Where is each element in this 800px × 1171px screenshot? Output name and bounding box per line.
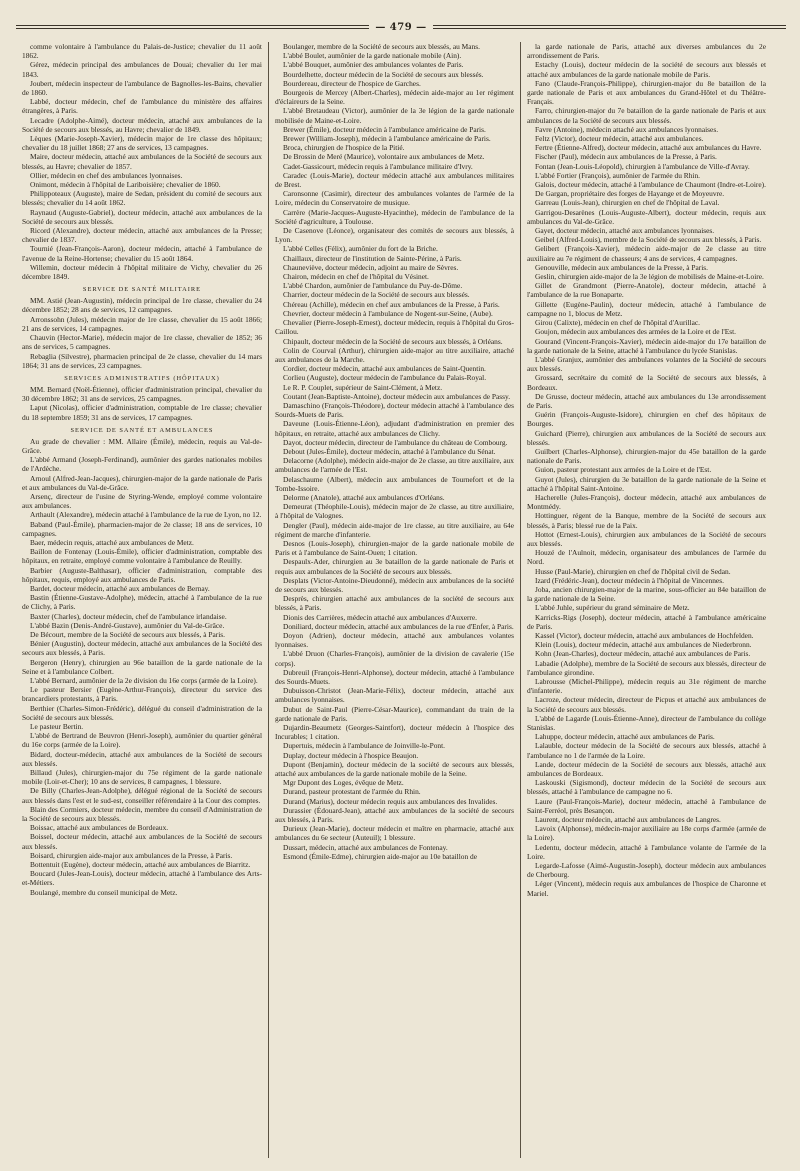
list-entry: Farro, chirurgien-major du 7e bataillon de la garde nationale de Paris et aux ambulances de la Société de secours aux blessés. — [527, 106, 766, 125]
list-entry: Favre (Antoine), médecin attaché aux ambulances lyonnaises. — [535, 124, 719, 134]
list-entry: Durieux (Jean-Marie), docteur médecin et maître en pharmacie, attaché aux ambulances du 6e secteur (Auteuil); 1 blessure. — [275, 824, 514, 843]
list-entry: Boisard, chirurgien aide-major aux ambulances de la Presse, à Paris. — [30, 850, 233, 860]
list-entry: Bourgeois de Mercey (Albert-Charles), médecin aide-major au 1er régiment d'éclaireurs de la Seine. — [275, 88, 514, 107]
list-entry: Delorme (Anatole), attaché aux ambulances d'Orléans. — [283, 492, 445, 502]
list-entry: Esmond (Émile-Edme), chirurgien aide-major au 10e bataillon de — [283, 851, 478, 861]
list-entry: Klein (Louis), docteur médecin, attaché aux ambulances de Niederbronn. — [535, 640, 752, 650]
column-1 — [16, 42, 268, 1158]
list-entry: Chairon, médecin en chef de l'hôpital du Vésinet. — [283, 272, 429, 282]
list-entry: Dubut de Saint-Paul (Pierre-César-Maurice), commandant du train de la garde nationale de Paris. — [275, 704, 514, 723]
text-columns — [16, 42, 786, 1158]
list-entry: Desnos (Louis-Joseph), chirurgien-major de la garde nationale mobile de Paris et à l'ambulance de Saint-Ouen; 1 citation. — [275, 538, 514, 558]
list-entry: MM. Astié (Jean-Augustin), médecin principal de 1re classe, chevalier du 24 décembre 1852; 28 ans de services, 12 campagnes. — [22, 296, 262, 315]
list-entry: Berthier (Charles-Simon-Frédéric), délégué du conseil d'administration de la Société de secours aux blessés. — [22, 703, 262, 722]
list-entry: Guichard (Pierre), chirurgien aux ambulances de la Société de secours aux blessés. — [527, 428, 766, 447]
list-entry: L'abbé Celles (Félix), aumônier du fort de la Briche. — [283, 244, 438, 254]
list-entry: Guion, pasteur protestant aux armées de la Loire et de l'Est. — [535, 465, 712, 475]
list-entry: Duplay, docteur médecin à l'hospice Beaujon. — [283, 750, 419, 760]
list-entry: L'abbé Granjux, aumônier des ambulances volantes de la Société de secours aux blessés. — [527, 354, 766, 374]
list-entry: Damaschino (François-Théodore), docteur médecin attaché à l'ambulance des Sourds-Muets de Paris. — [275, 400, 514, 420]
list-entry: Willemin, docteur médecin à l'hôpital militaire de Vichy, chevalier du 26 décembre 1849. — [22, 262, 262, 282]
list-entry: Chaillaux, directeur de l'institution de Sainte-Périne, à Paris. — [283, 253, 462, 263]
header-rule-left — [16, 25, 369, 29]
list-entry: Blain des Cormiers, docteur médecin, membre du conseil d'Administration de la Société de secours aux blessés. — [22, 804, 262, 824]
list-entry: L'abbé Bernard, aumônier de la 2e division du 16e corps (armée de la Loire). — [30, 676, 258, 685]
list-entry: Lalauble, docteur médecin de la Société de secours aux blessés, attaché à l'ambulance no 1 de l'armée de la Loire. — [527, 741, 766, 760]
list-entry: Gayet, docteur médecin, attaché aux ambulances lyonnaises. — [535, 226, 715, 236]
list-entry: Boissac, attaché aux ambulances de Bordeaux. — [30, 823, 169, 833]
list-entry: Goujon, médecin aux ambulances des armées de la Loire et de l'Est. — [535, 327, 737, 337]
list-entry: Lacroze, docteur médecin, directeur de Picpus et attaché aux ambulances de la Société de secours aux blessés. — [527, 695, 766, 714]
list-entry: Gelibert (François-Xavier), médecin aide-major de 2e classe au titre auxiliaire au 7e régiment de chasseurs; 4 ans de services, 4 campagnes. — [527, 244, 766, 263]
list-entry: Cordier, docteur médecin, attaché aux ambulances de Saint-Quentin. — [283, 364, 486, 374]
list-entry: Baer, médecin requis, attaché aux ambulances de Metz. — [30, 537, 194, 547]
list-entry: Gérez, médecin principal des ambulances de Douai; chevalier du 1er mai 1843. — [22, 60, 262, 79]
list-entry: Legarde-Lafosse (Aimé-Augustin-Joseph), docteur médecin aux ambulances de Cherbourg. — [527, 861, 766, 880]
list-entry: Gourand (Vincent-François-Xavier), médecin aide-major du 17e bataillon de la garde nationale de la Seine, attaché à l'ambulance du lycée Stanislas. — [527, 336, 766, 355]
list-entry: Bastin (Étienne-Gustave-Adolphe), médecin, attaché à l'ambulance de la rue de Clichy, à Paris. — [22, 593, 262, 612]
list-entry: Ollier, médecin en chef des ambulances lyonnaises. — [30, 170, 183, 180]
list-entry: Baillon de Fontenay (Louis-Émile), officier d'administration, comptable des hôpitaux, en retraite, employé comme volontaire à l'ambulance de Reuilly. — [22, 547, 262, 566]
list-entry: Boulangé, membre du conseil municipal de Metz. — [30, 887, 178, 897]
list-entry: Labadie (Adolphe), membre de la Société de secours aux blessés, directeur de l'ambulance girondine. — [527, 658, 766, 677]
list-entry: Bourdereau, directeur de l'hospice de Garches. — [283, 78, 421, 88]
list-entry: Bergeron (Henry), chirurgien au 96e bataillon de la garde nationale de la Seine et à l'ambulance Colbert. — [22, 657, 262, 676]
list-entry: Bottentuit (Eugène), docteur médecin, attaché aux ambulances de Biarritz. — [30, 860, 251, 870]
list-entry: L'abbé Fortier (François), aumônier de l'armée du Rhin. — [535, 170, 701, 180]
list-entry: De Casenove (Léonce), organisateur des comités de secours aux blessés, à Lyon. — [275, 226, 514, 245]
list-entry: Dussart, médecin, attaché aux ambulances de Fontenay. — [283, 842, 448, 852]
list-entry: Dionis des Carrières, médecin attaché aux ambulances d'Auxerre. — [283, 612, 478, 622]
list-entry: Lecadre (Adolphe-Aimé), docteur médecin, attaché aux ambulances de la Société de secours aux blessés, au Havre; chevalier de 1849. — [22, 115, 262, 134]
list-entry: Garreau (Louis-Jean), chirurgien en chef de l'hôpital de Laval. — [535, 198, 720, 208]
list-entry: Hottot (Ernest-Louis), chirurgien aux ambulances de la Société de secours aux blessés. — [527, 529, 766, 548]
list-entry: Delacorne (Adolphe), médecin aide-major de 2e classe, au titre auxiliaire, aux ambulances de l'armée de l'Est. — [275, 456, 514, 475]
list-entry: Arsenç, directeur de l'usine de Styring-Wende, employé comme volontaire aux ambulances. — [22, 491, 262, 511]
list-entry: Garrigou-Desarènes (Louis-Auguste-Albert), docteur médecin, requis aux ambulances du Val-de-Grâce. — [527, 207, 766, 226]
list-entry: Durassier (Édouard-Jean), attaché aux ambulances de la société de secours aux blessés, à Paris. — [275, 805, 514, 825]
list-entry: L'abbé Bretaudeau (Victor), aumônier de la 3e légion de la garde nationale mobilisée de Maine-et-Loire. — [275, 106, 514, 125]
list-entry: Geibel (Alfred-Louis), membre de la Société de secours aux blessés, à Paris. — [535, 235, 762, 245]
section-heading: SERVICES ADMINISTRATIFS (HÔPITAUX) — [64, 374, 220, 382]
section-heading: SERVICE DE SANTÉ ET AMBULANCES — [70, 426, 214, 434]
list-entry: Galois, docteur médecin, attaché à l'ambulance de Chaumont (Indre-et-Loire). — [535, 180, 766, 190]
list-entry: Laure (Paul-François-Marie), docteur médecin, attaché à l'ambulance de Saint-Ferréol, près Besançon. — [527, 796, 766, 815]
list-entry: Doniliard, docteur médecin, attaché aux ambulances de la rue d'Enfer, à Paris. — [283, 621, 514, 631]
list-entry: Onimont, médecin à l'hôpital de Lariboisière; chevalier de 1860. — [30, 180, 221, 190]
list-entry: Caronsonne (Casimir), directeur des ambulances volantes de l'armée de la Loire, médecin du Conservatoire de musique. — [275, 189, 514, 208]
list-entry: Chéreau (Achille), médecin en chef aux ambulances de la Presse, à Paris. — [283, 299, 500, 309]
list-entry: Maire, docteur médecin, attaché aux ambulances de la Société de secours aux blessés, au Havre; chevalier de 1857. — [22, 152, 262, 171]
list-entry: Grossard, secrétaire du comité de la Société de secours aux blessés, à Bordeaux. — [527, 373, 766, 392]
list-entry: Ricord (Alexandre), docteur médecin, attaché aux ambulances de la Presse; chevalier de 1837. — [22, 226, 262, 245]
list-entry: Arnoul (Alfred-Jean-Jacques), chirurgien-major de la garde nationale de Paris et aux ambulances du Val-de-Grâce. — [22, 473, 262, 492]
column-2 — [268, 42, 520, 1158]
list-entry: Kassel (Victor), docteur médecin, attaché aux ambulances de Hochfelden. — [535, 631, 754, 640]
list-entry: Ledentu, docteur médecin, attaché à l'ambulance volante de l'armée de la Loire. — [527, 842, 766, 861]
section-heading: SERVICE DE SANTÉ MILITAIRE — [82, 286, 202, 294]
list-entry: Cadet-Gassicourt, médecin requis à l'ambulance militaire d'Ivry. — [283, 161, 473, 171]
list-entry: Tournié (Jean-François-Aaron), docteur médecin, attaché à l'ambulance de l'avenue de la Reine-Hortense; chevalier du 15 août 1864. — [22, 244, 262, 263]
header-rule-right — [433, 25, 786, 29]
list-entry: L'abbé Armand (Joseph-Ferdinand), aumônier des gardes nationales mobiles de l'Ardèche. — [22, 455, 262, 474]
list-entry: Mgr Dupont des Loges, évêque de Metz. — [283, 778, 404, 788]
list-entry: Chipault, docteur médecin de la Société de secours aux blessés, à Orléans. — [283, 336, 503, 346]
list-entry: Billaud (Jules), chirurgien-major du 75e régiment de la garde nationale mobile (Loir-et-Cher); 10 ans de services, 8 campagnes, 1 blessure. — [22, 768, 262, 787]
list-entry: Rebaglia (Silvestre), pharmacien principal de 2e classe, chevalier du 14 mars 1864; 31 ans de services, 23 campagnes. — [22, 351, 262, 370]
list-entry: Feltz (Victor), docteur médecin, attaché aux ambulances. — [535, 134, 704, 144]
list-entry: Coutant (Jean-Baptiste-Antoine), docteur médecin aux ambulances de Passy. — [283, 391, 511, 401]
list-entry: Kohn (Jean-Charles), docteur médecin, attaché aux ambulances de Paris. — [535, 649, 751, 659]
list-entry: Geslin, chirurgien aide-major de la 3e légion de mobilisés de Maine-et-Loire. — [535, 272, 764, 282]
list-entry: Brewer (Émile), docteur médecin à l'ambulance américaine de Paris. — [283, 124, 486, 134]
page-header — [16, 16, 786, 38]
list-entry: Dubuisson-Christot (Jean-Marie-Félix), docteur médecin, attaché aux ambulances lyonnaises. — [275, 686, 514, 705]
list-entry: Husse (Paul-Marie), chirurgien en chef de l'hôpital civil de Sedan. — [535, 566, 731, 576]
list-entry: Debout (Jules-Émile), docteur médecin, attaché à l'ambulance du Sénat. — [283, 446, 496, 456]
list-entry: Carrère (Marie-Jacques-Auguste-Hyacinthe), médecin de l'ambulance de la Société d'agriculture, à Toulouse. — [275, 207, 514, 226]
list-entry: la garde nationale de Paris, attaché aux diverses ambulances du 2e arrondissement de Paris. — [527, 42, 766, 61]
list-entry: Boissel, docteur médecin, attaché aux ambulances de la Société de secours aux blessés. — [22, 832, 262, 851]
list-entry: Desprès, chirurgien attaché aux ambulances de la société de secours aux blessés, à Paris. — [275, 594, 514, 613]
list-entry: Guyot (Jules), chirurgien du 3e bataillon de la garde nationale de la Seine et attaché à l'hôpital Saint-Antoine. — [527, 474, 766, 493]
list-entry: Girou (Calixte), médecin en chef de l'hôpital d'Aurillac. — [535, 318, 700, 328]
list-entry: Gillet de Grandmont (Pierre-Anatole), docteur médecin, attaché à l'ambulance de la rue Bonaparte. — [527, 281, 766, 300]
list-entry: Dupont (Benjamin), docteur médecin de la société de secours aux blessés, attaché aux ambulances de la garde nationale mobile de la Seine. — [275, 759, 514, 779]
list-entry: De Bécourt, membre de la Société de secours aux blessés, à Paris. — [30, 629, 225, 639]
list-entry: Fertre (Étienne-Alfred), docteur médecin, attaché aux ambulances du Havre. — [535, 143, 762, 153]
column-3 — [520, 42, 772, 1158]
list-entry: Joba, ancien chirurgien-major de la marine, sous-officier au 84e bataillon de la garde nationale de la Seine. — [527, 584, 766, 604]
list-entry: Hacherelle (Jules-François), docteur médecin, attaché aux ambulances de Montmédy. — [527, 492, 766, 512]
list-entry: L'abbé Juhle, supérieur du grand séminaire de Metz. — [535, 603, 690, 613]
list-entry: Au grade de chevalier : MM. Allaire (Émile), médecin, requis au Val-de-Grâce. — [22, 436, 262, 455]
list-entry: L'abbé Chardon, aumônier de l'ambulance du Puy-de-Dôme. — [283, 281, 463, 291]
list-entry: De Grusse, docteur médecin, attaché aux ambulances du 13e arrondissement de Paris. — [527, 391, 766, 410]
list-entry: Baband (Paul-Émile), pharmacien-major de 2e classe; 18 ans de services, 10 campagnes. — [22, 519, 262, 538]
list-entry: Arthault (Alexandre), médecin attaché à l'ambulance de la rue de Lyon, no 12. — [30, 510, 262, 520]
list-entry: Genouville, médecin aux ambulances de la Presse, à Paris. — [535, 262, 709, 272]
list-entry: Brewer (William-Joseph), médecin à l'ambulance américaine de Paris. — [283, 134, 491, 144]
list-entry: Caradec (Louis-Marie), docteur médecin attaché aux ambulances militaires de Brest. — [275, 170, 514, 190]
list-entry: Fischer (Paul), médecin aux ambulances de la Presse, à Paris. — [535, 152, 717, 162]
list-entry: Lavoix (Alphonse), médecin-major auxiliaire au 18e corps d'armée (armée de la Loire). — [527, 824, 766, 843]
list-entry: Durand, pasteur protestant de l'armée du Rhin. — [283, 787, 421, 797]
list-entry: comme volontaire à l'ambulance du Palais-de-Justice; chevalier du 11 août 1862. — [22, 42, 262, 61]
list-entry: Estachy (Louis), docteur médecin de la société de secours aux blessés et attaché aux ambulances de la garde nationale mobile de Paris. — [527, 60, 766, 79]
list-entry: Le pasteur Bertin. — [30, 722, 84, 732]
list-entry: Chauvin (Hector-Marie), médecin major de 1re classe, chevalier de 1852; 36 ans de services, 5 campagnes. — [22, 333, 262, 352]
list-entry: Le pasteur Bersier (Eugène-Arthur-François), directeur du service des brancardiers protestants, à Paris. — [22, 685, 262, 704]
list-entry: L'abbé Druon (Charles-François), aumônier de la division de cavalerie (15e corps). — [275, 649, 514, 668]
list-entry: Guilbert (Charles-Alphonse), chirurgien-major du 45e bataillon de la garde nationale de Paris. — [527, 446, 766, 466]
list-entry: L'abbé de Lagarde (Louis-Étienne-Anne), directeur de l'ambulance du collège Stanislas. — [527, 713, 766, 733]
list-entry: Demeurat (Théophile-Louis), médecin major de 2e classe, au titre auxiliaire, à l'hôpital de Valognes. — [275, 502, 514, 521]
list-entry: Bénier (Augustin), docteur médecin, attaché aux ambulances de la Société des secours aux blessés, à Paris. — [22, 639, 262, 658]
list-entry: Hottinguer, régent de la Banque, membre de la Société de secours aux blessés, à Paris; blessé rue de la Paix. — [527, 511, 766, 530]
list-entry: L'abbé Bazin (Denis-André-Gustave), aumônier du Val-de-Grâce. — [30, 620, 225, 630]
list-entry: Lande, docteur médecin de la Société de secours aux blessés, attaché aux ambulances de Bordeaux. — [527, 759, 766, 779]
list-entry: Labbé, docteur médecin, chef de l'ambulance du ministère des affaires étrangères, à Paris. — [22, 97, 262, 116]
list-entry: Laskouski (Sigismond), docteur médecin de la Société de secours aux blessés, attaché à l'ambulance de campagne no 6. — [527, 778, 766, 797]
list-entry: Izard (Frédéric-Jean), docteur médecin à l'hôpital de Vincennes. — [535, 575, 724, 585]
list-entry: Bardet, docteur médecin, attaché aux ambulances de Bernay. — [30, 583, 210, 593]
list-entry: Raynaud (Auguste-Gabriel), docteur médecin, attaché aux ambulances de la Société de secours aux blessés. — [22, 207, 262, 226]
list-entry: Doyon (Adrien), docteur médecin, attaché aux ambulances volantes lyonnaises. — [275, 631, 514, 650]
list-entry: Chauneviève, docteur médecin, adjoint au maire de Sèvres. — [283, 262, 459, 272]
list-entry: Durand (Marius), docteur médecin requis aux ambulances des Invalides. — [283, 796, 498, 806]
list-entry: Chevrier, docteur médecin à l'ambulance de Nogent-sur-Seine, (Aube). — [283, 308, 493, 318]
list-entry: Desplats (Victor-Antoine-Dieudonné), médecin aux ambulances de la société de secours aux blessés. — [275, 575, 514, 594]
list-entry: Gillette (Eugène-Paulin), docteur médecin, attaché à l'ambulance de campagne no 1, blocus de Metz. — [527, 299, 766, 318]
list-entry: Boucard (Jules-Jean-Louis), docteur médecin, attaché à l'ambulance des Arts-et-Métiers. — [22, 869, 262, 888]
list-entry: Labrousse (Michel-Philippe), médecin requis au 31e régiment de marche d'infanterie. — [527, 677, 766, 696]
list-entry: Dayot, docteur médecin, directeur de l'ambulance du château de Combourg. — [283, 437, 508, 447]
list-entry: Despaulx-Ader, chirurgien au 3e bataillon de la garde nationale de Paris et requis aux ambulances de la Société de secours aux blessés. — [275, 557, 514, 576]
list-entry: Baxter (Charles), docteur médecin, chef de l'ambulance irlandaise. — [30, 611, 227, 621]
list-entry: Colin de Courval (Arthur), chirurgien aide-major au titre auxiliaire, attaché aux ambulances de la Marche. — [275, 345, 514, 364]
list-entry: Dujardin-Beaumetz (Georges-Saintfort), docteur médecin à l'hospice des Incurables; 1 citation. — [275, 723, 514, 742]
list-entry: Dubreuil (François-Henri-Alphonse), docteur médecin, attaché à l'ambulance des Sourds-Muets. — [275, 667, 514, 687]
list-entry: Dengler (Paul), médecin aide-major de 1re classe, au titre auxiliaire, au 64e régiment de marche d'infanterie. — [275, 520, 514, 539]
list-entry: Boulanger, membre de la Société de secours aux blessés, au Mans. — [283, 42, 480, 51]
list-entry: Fontan (Jean-Louis-Léopold), chirurgien à l'ambulance de Ville-d'Avray. — [535, 161, 750, 171]
list-entry: Laput (Nicolas), officier d'administration, comptable de 1re classe; chevalier du 18 septembre 1859; 31 ans de services, 17 campagnes. — [22, 403, 262, 422]
list-entry: Delaschaume (Albert), médecin aux ambulances de Tournefort et de la Tombe-Issoire. — [275, 474, 514, 493]
list-entry: De Billy (Charles-Jean-Adolphe), délégué régional de la Société de secours aux blessés dans l'est et le sud-est, conseiller référendaire à la Cour des comptes. — [22, 786, 262, 805]
list-entry: L'abbé Boulet, aumônier de la garde nationale mobile (Ain). — [283, 51, 462, 61]
list-entry: Barbier (Auguste-Balthasar), officier d'administration, comptable des hôpitaux, requis, employé aux ambulances de Paris. — [22, 565, 262, 584]
list-entry: Charrier, docteur médecin de la Société de secours aux blessés. — [283, 290, 470, 300]
list-entry: Lèques (Marie-Joseph-Xavier), médecin major de 1re classe des hôpitaux; chevalier du 18 juillet 1868; 27 ans de services, 13 campagnes. — [22, 134, 262, 153]
page-number: — 479 — — [375, 21, 427, 33]
list-entry: Joubert, médecin inspecteur de l'ambulance de Bagnolles-les-Bains, chevalier de 1860. — [22, 78, 262, 98]
list-entry: De Brossin de Meré (Maurice), volontaire aux ambulances de Metz. — [283, 152, 485, 162]
list-entry: Laurent, docteur médecin, attaché aux ambulances de Langres. — [535, 815, 721, 825]
list-entry: Daveune (Louis-Étienne-Léon), adjudant d'administration en premier des hôpitaux, en retraite, attaché aux ambulances de Clichy. — [275, 419, 514, 438]
list-entry: Broca, chirurgien de l'hospice de la Pitié. — [283, 143, 405, 153]
list-entry: Houzé de l'Aulnoit, médecin, organisateur des ambulances de l'armée du Nord. — [527, 548, 766, 567]
list-entry: Karricks-Rigs (Joseph), docteur médecin, attaché à l'ambulance américaine de Paris. — [527, 612, 766, 631]
list-entry: Dupertuis, médecin à l'ambulance de Joinville-le-Pont. — [283, 741, 446, 751]
list-entry: Lahuppe, docteur médecin, attaché aux ambulances de Paris. — [535, 732, 715, 742]
list-entry: Léger (Vincent), médecin requis aux ambulances de l'hospice de Charonne et Mariel. — [527, 879, 766, 898]
list-entry: Arronssohn (Jules), médecin major de 1re classe, chevalier du 15 août 1866; 21 ans de services, 14 campagnes. — [22, 314, 262, 333]
list-entry: L'abbé de Bertrand de Beuvron (Henri-Joseph), aumônier du quartier général du 16e corps (armée de la Loire). — [22, 731, 262, 750]
list-entry: Philippoteaux (Auguste), maire de Sedan, président du comité de secours aux blessés; chevalier du 14 août 1862. — [22, 189, 262, 208]
list-entry: Chevalier (Pierre-Joseph-Ernest), docteur médecin, requis à l'hôpital du Gros-Caillou. — [275, 318, 514, 337]
list-entry: Fano (Claude-François-Philippe), chirurgien-major du 8e bataillon de la garde nationale de Paris et aux ambulances du Grand-Hôtel et du Théâtre-Français. — [527, 78, 766, 107]
list-entry: Bidard, docteur-médecin, attaché aux ambulances de la Société de secours aux blessés. — [22, 749, 262, 768]
list-entry: Corlieu (Auguste), docteur médecin de l'ambulance du Palais-Royal. — [283, 373, 487, 383]
list-entry: Guérin (François-Auguste-Isidore), chirurgien en chef des hôpitaux de Bourges. — [527, 410, 766, 429]
list-entry: De Gargan, propriétaire des forges de Hayange et de Moyeuvre. — [535, 189, 725, 199]
list-entry: Le R. P. Couplet, supérieur de Saint-Clément, à Metz. — [283, 382, 443, 392]
list-entry: MM. Bernard (Noël-Étienne), officier d'administration principal, chevalier du 30 décembre 1862; 31 ans de services, 25 campagnes. — [22, 384, 262, 404]
list-entry: L'abbé Bouquet, aumônier des ambulances volantes de Paris. — [283, 60, 464, 70]
list-entry: Bourdelhette, docteur médecin de la Société de secours aux blessés. — [283, 69, 484, 79]
